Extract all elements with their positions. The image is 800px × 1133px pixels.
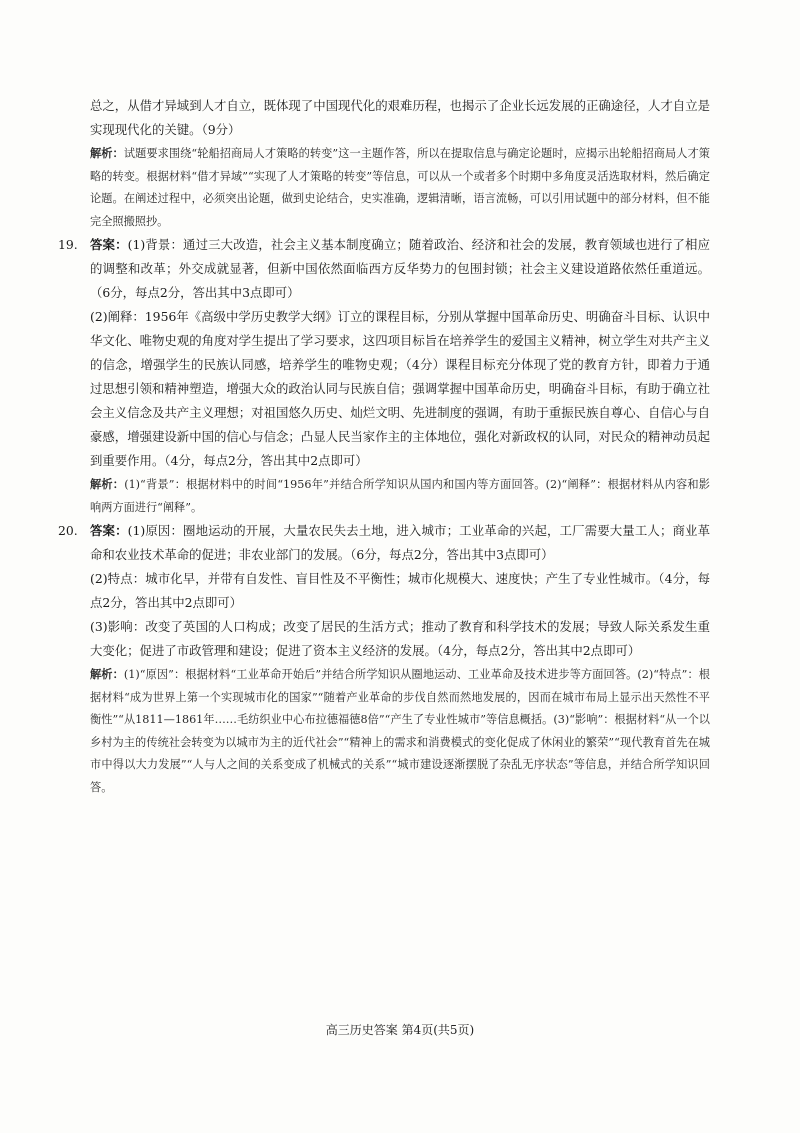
q19-answer-part2: (2)阐释：1956年《高级中学历史教学大纲》订立的课程目标，分别从掌握中国革命历史、明确奋斗目标、认识中华文化、唯物史观的角度对学生提出了学习要求，这四项目标旨在培养学生的爱国主义精神，树立学生对共产主义的信念，增强学生的民族认同感，培养学生的唯物史观；（4分）课程目标充分体现了党的教育方针，即着力于通过思想引领和精神塑造，增强大众的政治认同与民族自信；强调掌握中国革命历史，明确奋斗目标，有助于确立社会主义信念及共产主义理想；对祖国悠久历史、灿烂文明、先进制度的强调，有助于重振民族自尊心、自信心与自豪感，增强建设新中国的信心与信念；凸显人民当家作主的主体地位，强化对新政权的认同，对民众的精神动员起到重要作用。（4分，每点2分，答出其中2点即可）: [90, 309, 710, 468]
analysis-label: 解析：: [90, 477, 125, 491]
question-19: [58, 233, 710, 519]
answer-text: (1)背景：通过三大改造，社会主义基本制度确立；随着政治、经济和社会的发展，教育领域也进行了相应的调整和改革；外交成就显著，但新中国依然面临西方反华势力的包围封锁；社会主义建设道路依然任重道远。（6分，每点2分，答出其中3点即可）: [90, 237, 710, 300]
essay-conclusion: 总之，从借才异域到人才自立，既体现了中国现代化的艰难历程，也揭示了企业长远发展的正确途径，人才自立是实现现代化的关键。（9分）: [90, 98, 710, 137]
answer-label: 答案：: [90, 523, 128, 538]
analysis-label: 解析：: [90, 146, 124, 160]
q19-answer-part1: [90, 233, 710, 305]
question-number: 20.: [58, 523, 78, 538]
q19-analysis: [90, 473, 710, 519]
question-20: [58, 519, 710, 799]
q20-answer-part2: (2)特点：城市化早，并带有自发性、盲目性及不平衡性；城市化规模大、速度快；产生了专业性城市。（4分，每点2分，答出其中2点即可）: [90, 571, 710, 610]
q20-analysis: [90, 663, 710, 799]
page-content: [58, 94, 710, 799]
page-footer: 高三历史答案 第4页(共5页): [325, 1023, 475, 1037]
essay-analysis: [90, 142, 710, 233]
answer-text: (1)原因：圈地运动的开展，大量农民失去土地，进入城市；工业革命的兴起，工厂需要大量工人；商业革命和农业技术革命的促进；非农业部门的发展。（6分，每点2分，答出其中3点即可）: [90, 523, 710, 562]
answer-label: 答案：: [90, 237, 128, 252]
analysis-text: 试题要求围绕“轮船招商局人才策略的转变”这一主题作答，所以在提取信息与确定论题时，应揭示出轮船招商局人才策略的转变。根据材料“借才异域”“实现了人才策略的转变”等信息，可以从一个或者多个时期中多角度灵活选取材料，然后确定论题。在阐述过程中，必须突出论题，做到史论结合，史实准确，逻辑清晰，语言流畅，可以引用试题中的部分材料，但不能完全照搬照抄。: [90, 147, 710, 228]
q20-answer-part1: [90, 519, 710, 567]
analysis-label: 解析：: [90, 667, 124, 681]
q20-answer-part3: (3)影响：改变了英国的人口构成；改变了居民的生活方式；推动了教育和科学技术的发展；导致人际关系发生重大变化；促进了市政管理和建设；促进了资本主义经济的发展。（4分，每点2分，答出其中2点即可）: [90, 619, 710, 658]
analysis-text: (1)“原因”：根据材料“工业革命开始后”并结合所学知识从圈地运动、工业革命及技术进步等方面回答。(2)“特点”：根据材料“成为世界上第一个实现城市化的国家”“随着产业革命的步伐自然而然地发展的，因而在城市布局上显示出天然性不平衡性”“从1811—1861年……毛纺织业中心布拉德福德8倍”“产生了专业性城市”等信息概括。(3)“影响”：根据材料“从一个以乡村为主的传统社会转变为以城市为主的近代社会”“精神上的需求和消费模式的变化促成了休闲业的繁荣”“现代教育首先在城市中得以大力发展”“人与人之间的关系变成了机械式的关系”“城市建设逐渐摆脱了杂乱无序状态”等信息，并结合所学知识回答。: [90, 668, 710, 794]
analysis-text: (1)“背景”：根据材料中的时间“1956年”并结合所学知识从国内和国内等方面回答。(2)“阐释”：根据材料从内容和影响两方面进行“阐释”。: [90, 478, 710, 514]
question-number: 19.: [58, 237, 78, 252]
